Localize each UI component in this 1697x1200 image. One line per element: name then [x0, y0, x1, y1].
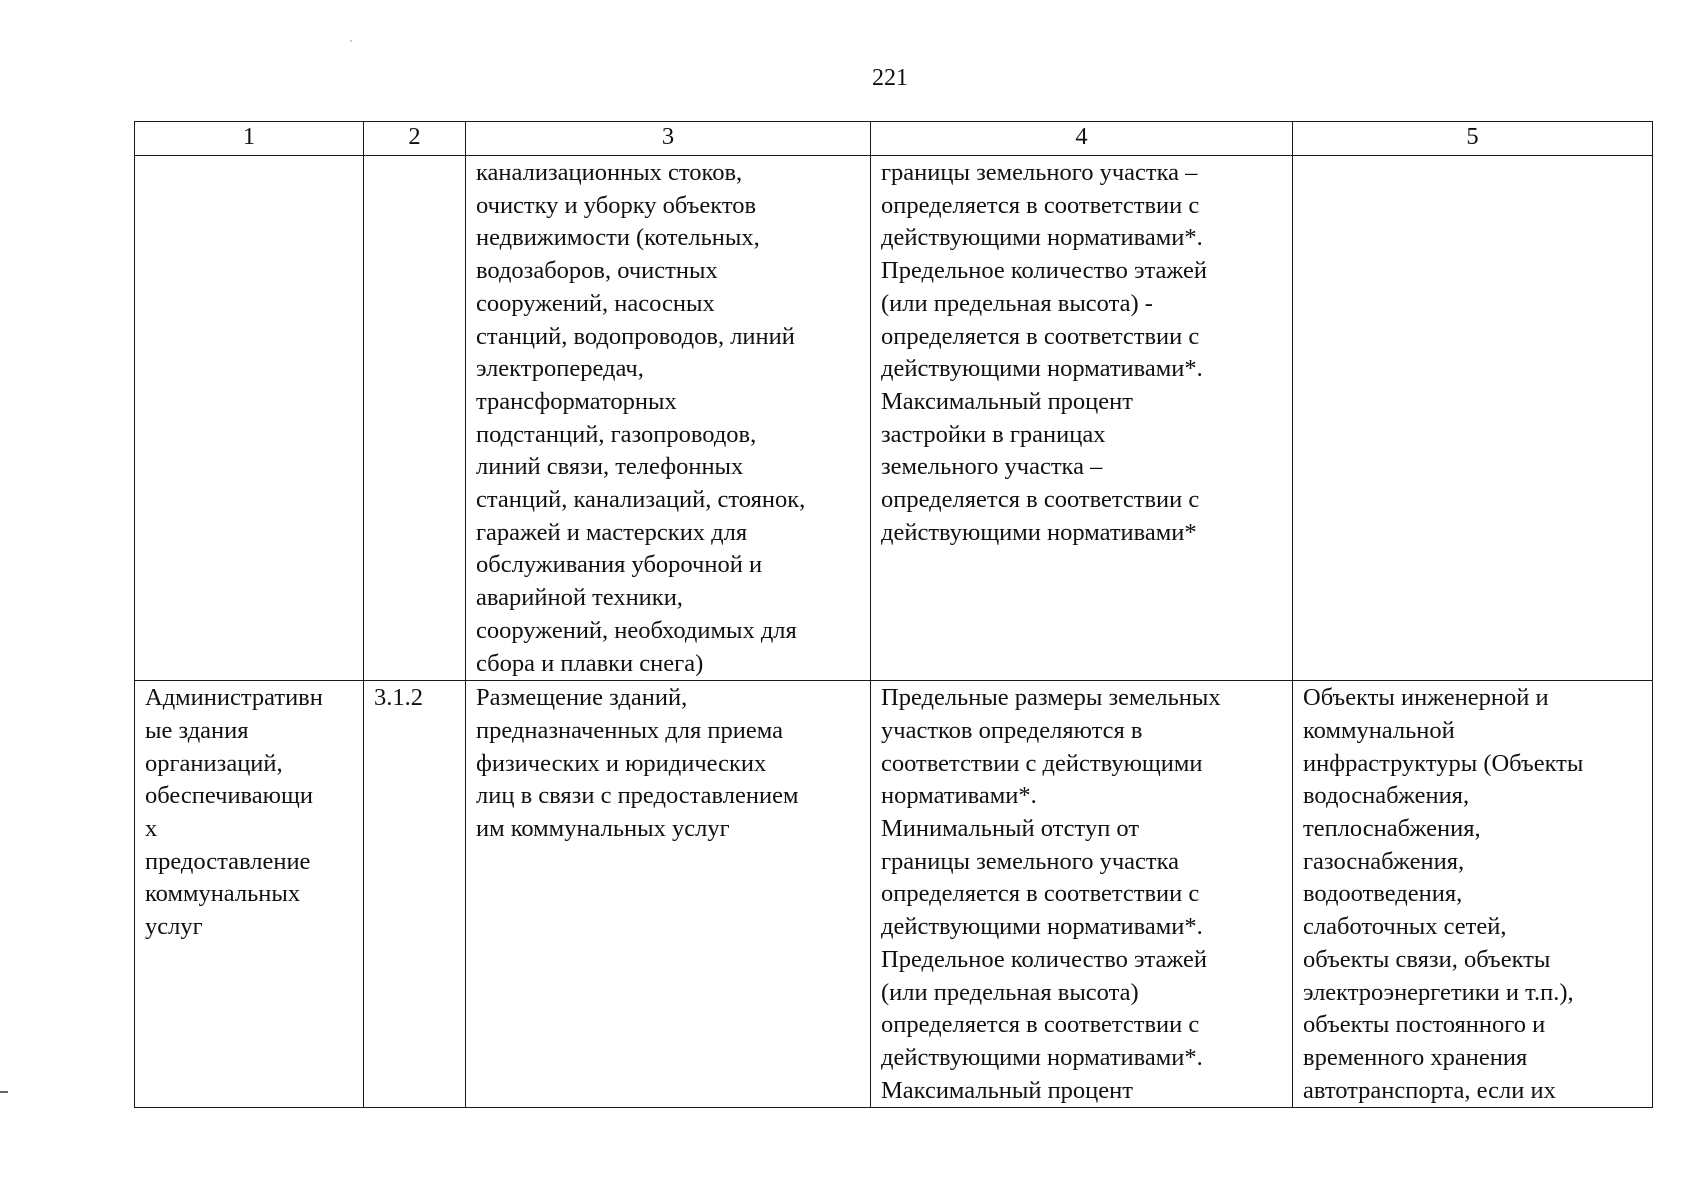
row2-auxiliary-uses-cell: Объекты инженерной и коммунальной инфраструктуры (Объекты водоснабжения, теплоснабжения, газоснабжения, водоотведения, слаботочных сетей, объекты связи, объекты электроэнергетики и т.п.), объекты постоянного и временного хранения автотранспорта, если их: [1293, 681, 1653, 1108]
column-header-5: 5: [1293, 122, 1653, 156]
row2-use-name-cell: Административн ые здания организаций, обеспечивающи х предоставление коммунальных услуг: [135, 681, 364, 1108]
column-header-1: 1: [135, 122, 364, 156]
table-row: [135, 681, 1653, 1108]
regulation-table: [134, 121, 1653, 1108]
row1-parameters-cell: границы земельного участка – определяется в соответствии с действующими нормативами*. Предельное количество этажей (или предельная высота) - определяется в соответствии с действующими нормативами*. Максимальный процент застройки в границах земельного участка – определяется в соответствии с действующими нормативами*: [871, 156, 1293, 681]
row2-description-cell: Размещение зданий, предназначенных для приема физических и юридических лиц в связи с предоставлением им коммунальных услуг: [466, 681, 871, 1108]
row2-code-cell: 3.1.2: [364, 681, 466, 1108]
row1-description-cell: канализационных стоков, очистку и уборку объектов недвижимости (котельных, водозаборов, очистных сооружений, насосных станций, водопроводов, линий электропередач, трансформаторных подстанций, газопроводов, линий связи, телефонных станций, канализаций, стоянок, гаражей и мастерских для обслуживания уборочной и аварийной техники, сооружений, необходимых для сбора и плавки снега): [466, 156, 871, 681]
row1-use-name-cell: [135, 156, 364, 681]
margin-mark: [0, 1091, 8, 1093]
table-row: [135, 156, 1653, 681]
column-header-4: 4: [871, 122, 1293, 156]
page-number: 221: [872, 65, 908, 91]
column-header-3: 3: [466, 122, 871, 156]
row2-parameters-cell: Предельные размеры земельных участков определяются в соответствии с действующими нормативами*. Минимальный отступ от границы земельного участка определяется в соответствии с действующими нормативами*. Предельное количество этажей (или предельная высота) определяется в соответствии с действующими нормативами*. Максимальный процент: [871, 681, 1293, 1108]
row1-code-cell: [364, 156, 466, 681]
column-number-row: [135, 122, 1653, 156]
scan-speck: [350, 40, 352, 42]
row1-auxiliary-uses-cell: [1293, 156, 1653, 681]
column-header-2: 2: [364, 122, 466, 156]
